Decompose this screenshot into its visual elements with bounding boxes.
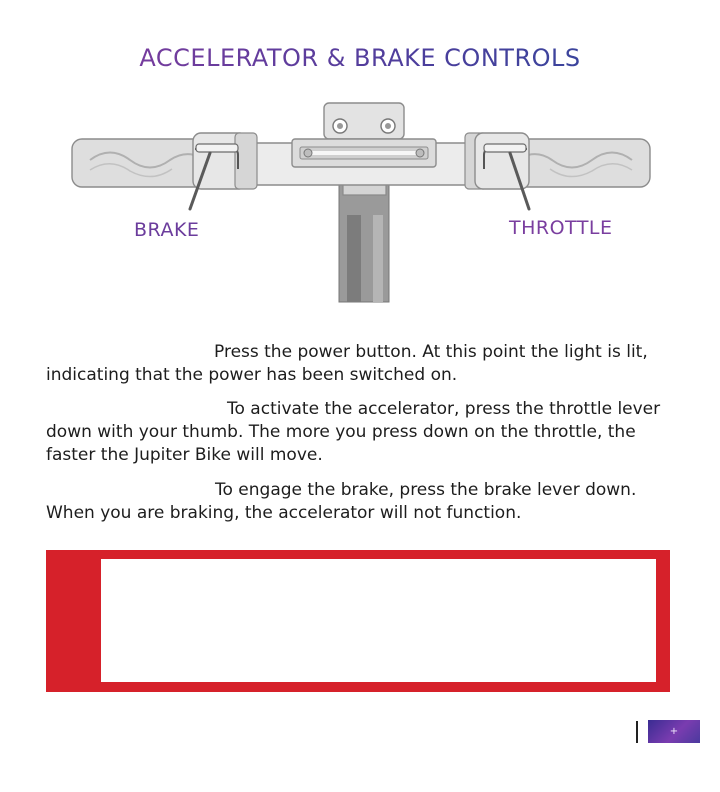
stem-illustration: [339, 171, 389, 302]
notice-content-area: [101, 559, 656, 682]
handlebar-clamp: [292, 103, 436, 167]
left-grip: [72, 139, 212, 187]
instruction-text: To activate the accelerator, press the throttle lever down with your thumb. The more you press down on the throttle, the faster the Jupiter Bike will move.: [46, 399, 661, 465]
right-grip: [510, 139, 650, 187]
brake-instruction: [46, 479, 676, 525]
page-number-divider: [636, 721, 638, 743]
accelerator-instruction: [46, 398, 676, 467]
power-instruction: [46, 341, 676, 387]
handlebar-diagram: [60, 95, 660, 310]
instruction-text: To engage the brake, press the brake lever down. When you are braking, the accelerator will not function.: [46, 480, 637, 523]
throttle-label: THROTTLE: [509, 217, 613, 239]
brake-label: BRAKE: [134, 219, 200, 241]
page-title: ACCELERATOR & BRAKE CONTROLS: [0, 44, 720, 72]
page-number-badge: +: [648, 720, 700, 743]
instruction-text: Press the power button. At this point the light is lit, indicating that the power has been switched on.: [46, 342, 648, 385]
notice-box: [46, 550, 670, 692]
brake-lever: [193, 133, 257, 189]
